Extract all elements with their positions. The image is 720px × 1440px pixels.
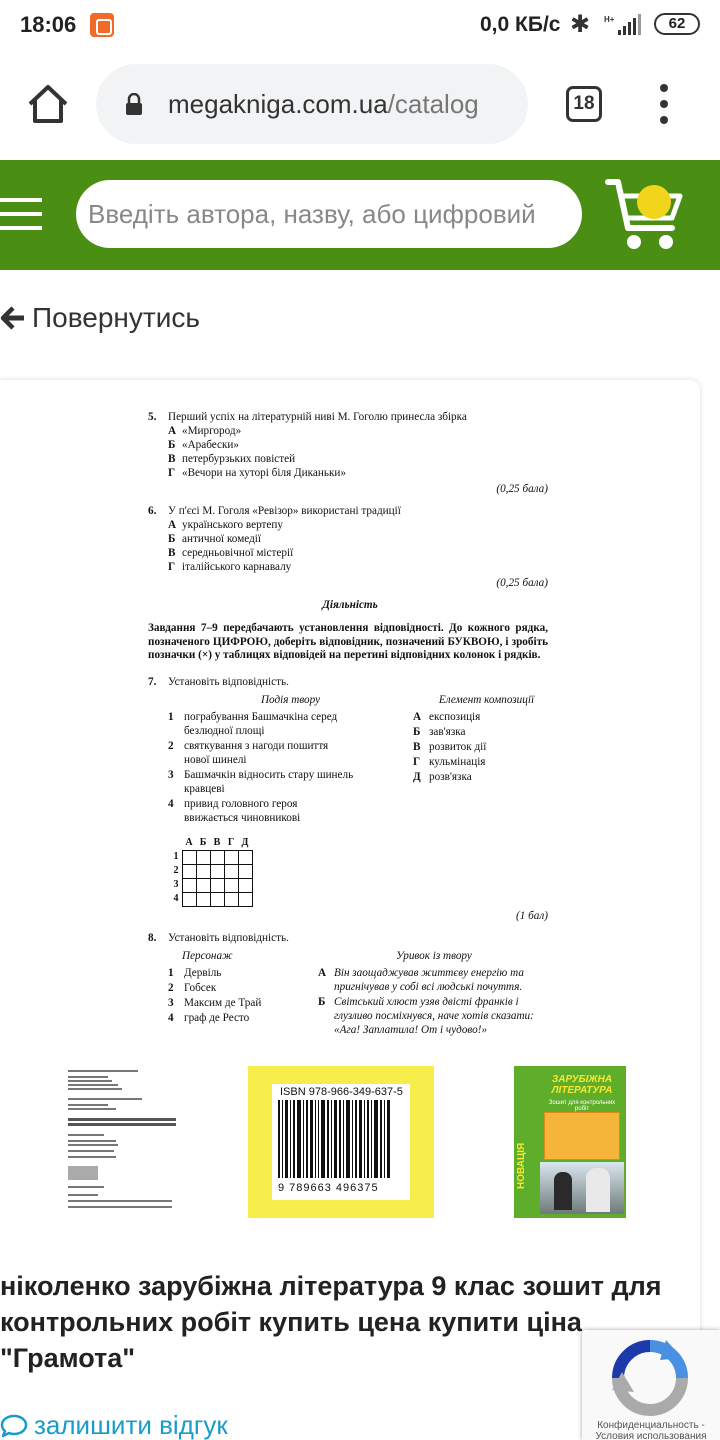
question-5: [140, 410, 560, 496]
thumbnail-barcode[interactable]: [248, 1066, 434, 1218]
list-item: Б Світський хлюст узяв двісті франків і глузливо посміхнувся, наче хотів сказати: «Ага! Заплатила! От і чудово!»: [318, 995, 534, 1036]
battery-indicator: 62: [654, 13, 700, 35]
cover-side-label: НОВАЦІЯ: [516, 1142, 527, 1190]
option: А «Миргород»: [168, 425, 242, 437]
list-item: 1 пограбування Башмачкіна серед безлюдної площі: [168, 710, 338, 737]
url-path: /catalog: [387, 89, 479, 119]
list-item: Д розв'язка: [413, 770, 472, 783]
network-speed: 0,0 КБ/с: [480, 13, 561, 36]
option: В середньовічної містерії: [168, 547, 294, 559]
cover-title: ЗАРУБІЖНА ЛІТЕРАТУРА: [551, 1074, 613, 1096]
privacy-link[interactable]: Конфиденциальность -: [597, 1420, 705, 1431]
list-item: Б зав'язка: [413, 725, 466, 738]
question-text: Установіть відповідність.: [168, 675, 289, 688]
overflow-menu-icon[interactable]: [652, 84, 676, 124]
url-domain: megakniga.com.ua: [168, 89, 388, 119]
cart-icon[interactable]: [604, 170, 688, 260]
leave-review-link[interactable]: [0, 1410, 228, 1440]
barcode-bars: [278, 1100, 404, 1178]
url-text: [168, 89, 513, 120]
column-header: Уривок із твору: [396, 949, 472, 962]
question-number: 8.: [148, 931, 157, 944]
cover-subtitle: Зошит для контрольних робіт: [548, 1100, 616, 1112]
speech-bubble-icon: [0, 1413, 28, 1439]
section-title: Діяльність: [322, 599, 378, 611]
question-number: 5.: [148, 411, 157, 423]
cover-photo: [540, 1162, 624, 1214]
option: Б «Арабески»: [168, 439, 240, 451]
question-6: [140, 504, 560, 590]
list-item: А експозиція: [413, 710, 481, 723]
isbn-bottom: 9 789663 496375: [278, 1182, 379, 1194]
question-text: Установіть відповідність.: [168, 931, 289, 944]
isbn-top: ISBN 978-966-349-637-5: [280, 1086, 403, 1098]
bluetooth-icon: ✱: [570, 11, 591, 38]
answer-grid: А Б В Г Д 1 2 3 4: [168, 836, 253, 907]
list-item: А Він заощаджував життєву енергію та пригнічував у собі всі людські почуття.: [318, 966, 524, 993]
product-card: [0, 380, 700, 1440]
browser-toolbar: [0, 50, 720, 160]
instruction-text: Завдання 7–9 передбачають установлення відповідності. До кожного рядка, позначеного ЦИФРОЮ, доберіть відповідник, позначений БУКВОЮ, і зробіть позначки (×) у таблицях відповідей на перетині відповідних колонок і рядків.: [148, 622, 548, 661]
column-header: Подія твору: [260, 693, 321, 706]
network-type: H+: [604, 15, 615, 24]
option: Г італійського карнавалу: [168, 561, 292, 573]
question-number: 7.: [148, 675, 157, 688]
list-item: 4 привид головного героя ввижається чиновникові: [168, 797, 301, 824]
recaptcha-icon: [610, 1338, 690, 1418]
worksheet-page-image[interactable]: [140, 410, 560, 1046]
list-item: 2 святкування з нагоди пошиття нової шинелі: [168, 739, 329, 766]
column-header: Елемент композиції: [438, 693, 535, 706]
back-link[interactable]: [0, 298, 200, 338]
home-icon[interactable]: [26, 82, 70, 126]
list-item: 2 Гобсек: [168, 981, 217, 994]
points-label: (0,25 бала): [496, 577, 548, 589]
list-item: 1 Дервіль: [168, 966, 222, 979]
hamburger-menu-icon[interactable]: [0, 198, 42, 230]
thumbnail-worksheet[interactable]: [62, 1066, 182, 1218]
site-header: [0, 160, 720, 270]
leave-review-label: залишити відгук: [34, 1410, 228, 1440]
cover-form-box: [544, 1112, 620, 1160]
question-8: [140, 931, 560, 1038]
status-bar: [0, 0, 720, 50]
list-item: В розвиток дії: [413, 740, 487, 753]
recaptcha-badge[interactable]: [582, 1330, 720, 1440]
site-search-input[interactable]: [76, 180, 582, 248]
option: Б античної комедії: [168, 533, 261, 545]
list-item: 3 Башмачкін відносить стару шинель кравцеві: [168, 768, 354, 795]
question-7: [140, 675, 560, 923]
address-bar[interactable]: [96, 64, 528, 144]
signal-icon: [604, 14, 644, 36]
option: Г «Вечори на хуторі біля Диканьки»: [168, 467, 346, 479]
recaptcha-links[interactable]: [582, 1420, 720, 1440]
thumbnail-cover[interactable]: [514, 1066, 626, 1218]
points-label: (0,25 бала): [496, 483, 548, 495]
mi-app-icon: [90, 13, 114, 37]
tab-switcher-button[interactable]: 18: [566, 86, 602, 122]
option: В петербурзьких повістей: [168, 453, 296, 465]
points-label: (1 бал): [516, 909, 548, 922]
arrow-left-icon: [0, 305, 26, 331]
product-title: ніколенко зарубіжна література 9 клас зошит для контрольних робіт купить цена купити ціна "Грамота": [0, 1271, 662, 1373]
barcode: [272, 1084, 410, 1200]
status-time: 18:06: [20, 12, 77, 37]
list-item: 4 граф де Ресто: [168, 1011, 250, 1024]
list-item: 3 Максим де Трай: [168, 996, 262, 1009]
option: А українського вертепу: [168, 519, 283, 531]
list-item: Г кульмінація: [413, 755, 486, 768]
back-link-label: Повернутись: [32, 302, 200, 333]
question-number: 6.: [148, 505, 157, 517]
question-text: У п'єсі М. Гоголя «Ревізор» використані традиції: [168, 505, 401, 517]
lock-icon: [124, 93, 144, 115]
question-text: Перший успіх на літературній ниві М. Гоголю принесла збірка: [168, 411, 467, 423]
column-header: Персонаж: [182, 949, 233, 962]
terms-link[interactable]: Условия использования: [595, 1431, 707, 1440]
